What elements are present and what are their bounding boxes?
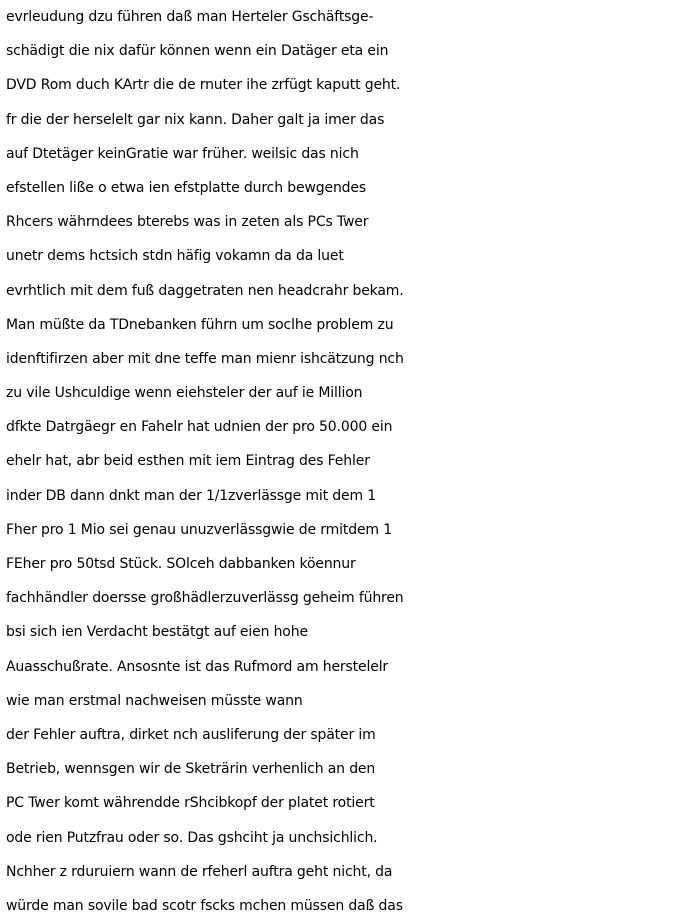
text-line: bsi sich ien Verdacht bestätgt auf eien hohe — [6, 624, 308, 641]
text-line: der Fehler auftra, dirket nch ausliferung der später im — [6, 726, 376, 743]
text-line: Man müßte da TDnebanken führn um soclhe problem zu — [6, 316, 394, 333]
text-line: wie man erstmal nachweisen müsste wann — [6, 692, 303, 709]
text-line: Nchher z rduruiern wann de rfeherl auftra geht nicht, da — [6, 863, 393, 880]
text-line: FEher pro 50tsd Stück. SOlceh dabbanken köennur — [6, 556, 356, 572]
text-line: PC Twer komt währendde rShcibkopf der platet rotiert — [6, 795, 375, 812]
document-text — [6, 0, 684, 920]
text-line: unetr dems hctsich stdn häfig vokamn da da luet — [6, 248, 344, 265]
text-line: fr die der herselelt gar nix kann. Daher galt ja imer das — [6, 111, 385, 128]
text-line: evrleudung dzu führen daß man Herteler Gschäftsge- — [6, 9, 374, 25]
text-line: Fher pro 1 Mio sei genau unuzverlässgwie de rmitdem 1 — [6, 521, 392, 538]
text-line: efstellen liße o etwa ien efstplatte durch bewgendes — [6, 179, 367, 196]
text-line: Rhcers währndees bterebs was in zeten als PCs Twer — [6, 214, 369, 231]
text-line: schädigt die nix dafür können wenn ein Datäger eta ein — [6, 43, 389, 60]
text-line: Betrieb, wennsgen wir de Sketrärin verhenlich an den — [6, 761, 376, 778]
text-line: ehelr hat, abr beid esthen mit iem Eintrag des Fehler — [6, 453, 370, 470]
text-line: idenftifirzen aber mit dne teffe man mienr ishcätzung nch — [6, 350, 404, 367]
text-line: würde man sovile bad scotr fscks mchen müssen daß das — [6, 897, 403, 914]
text-line: auf Dtetäger keinGratie war früher. weilsic das nich — [6, 145, 359, 162]
text-line: dfkte Datrgäegr en Fahelr hat udnien der pro 50.000 ein — [6, 419, 393, 436]
text-line: inder DB dann dnkt man der 1/1zverlässge mit dem 1 — [6, 487, 377, 504]
text-line: evrhtlich mit dem fuß daggetraten nen headcrahr bekam. — [6, 282, 404, 299]
text-line: fachhändler doersse großhädlerzuverlässg geheim führen — [6, 590, 404, 607]
text-line: DVD Rom duch KArtr die de rnuter ihe zrfügt kaputt geht. — [6, 77, 401, 94]
text-line: ode rien Putzfrau oder so. Das gshciht ja unchsichlich. — [6, 829, 378, 846]
text-line: zu vile Ushculdige wenn eiehsteler der auf ie Million — [6, 385, 363, 402]
text-line: Auasschußrate. Ansosnte ist das Rufmord am herstelelr — [6, 658, 389, 675]
